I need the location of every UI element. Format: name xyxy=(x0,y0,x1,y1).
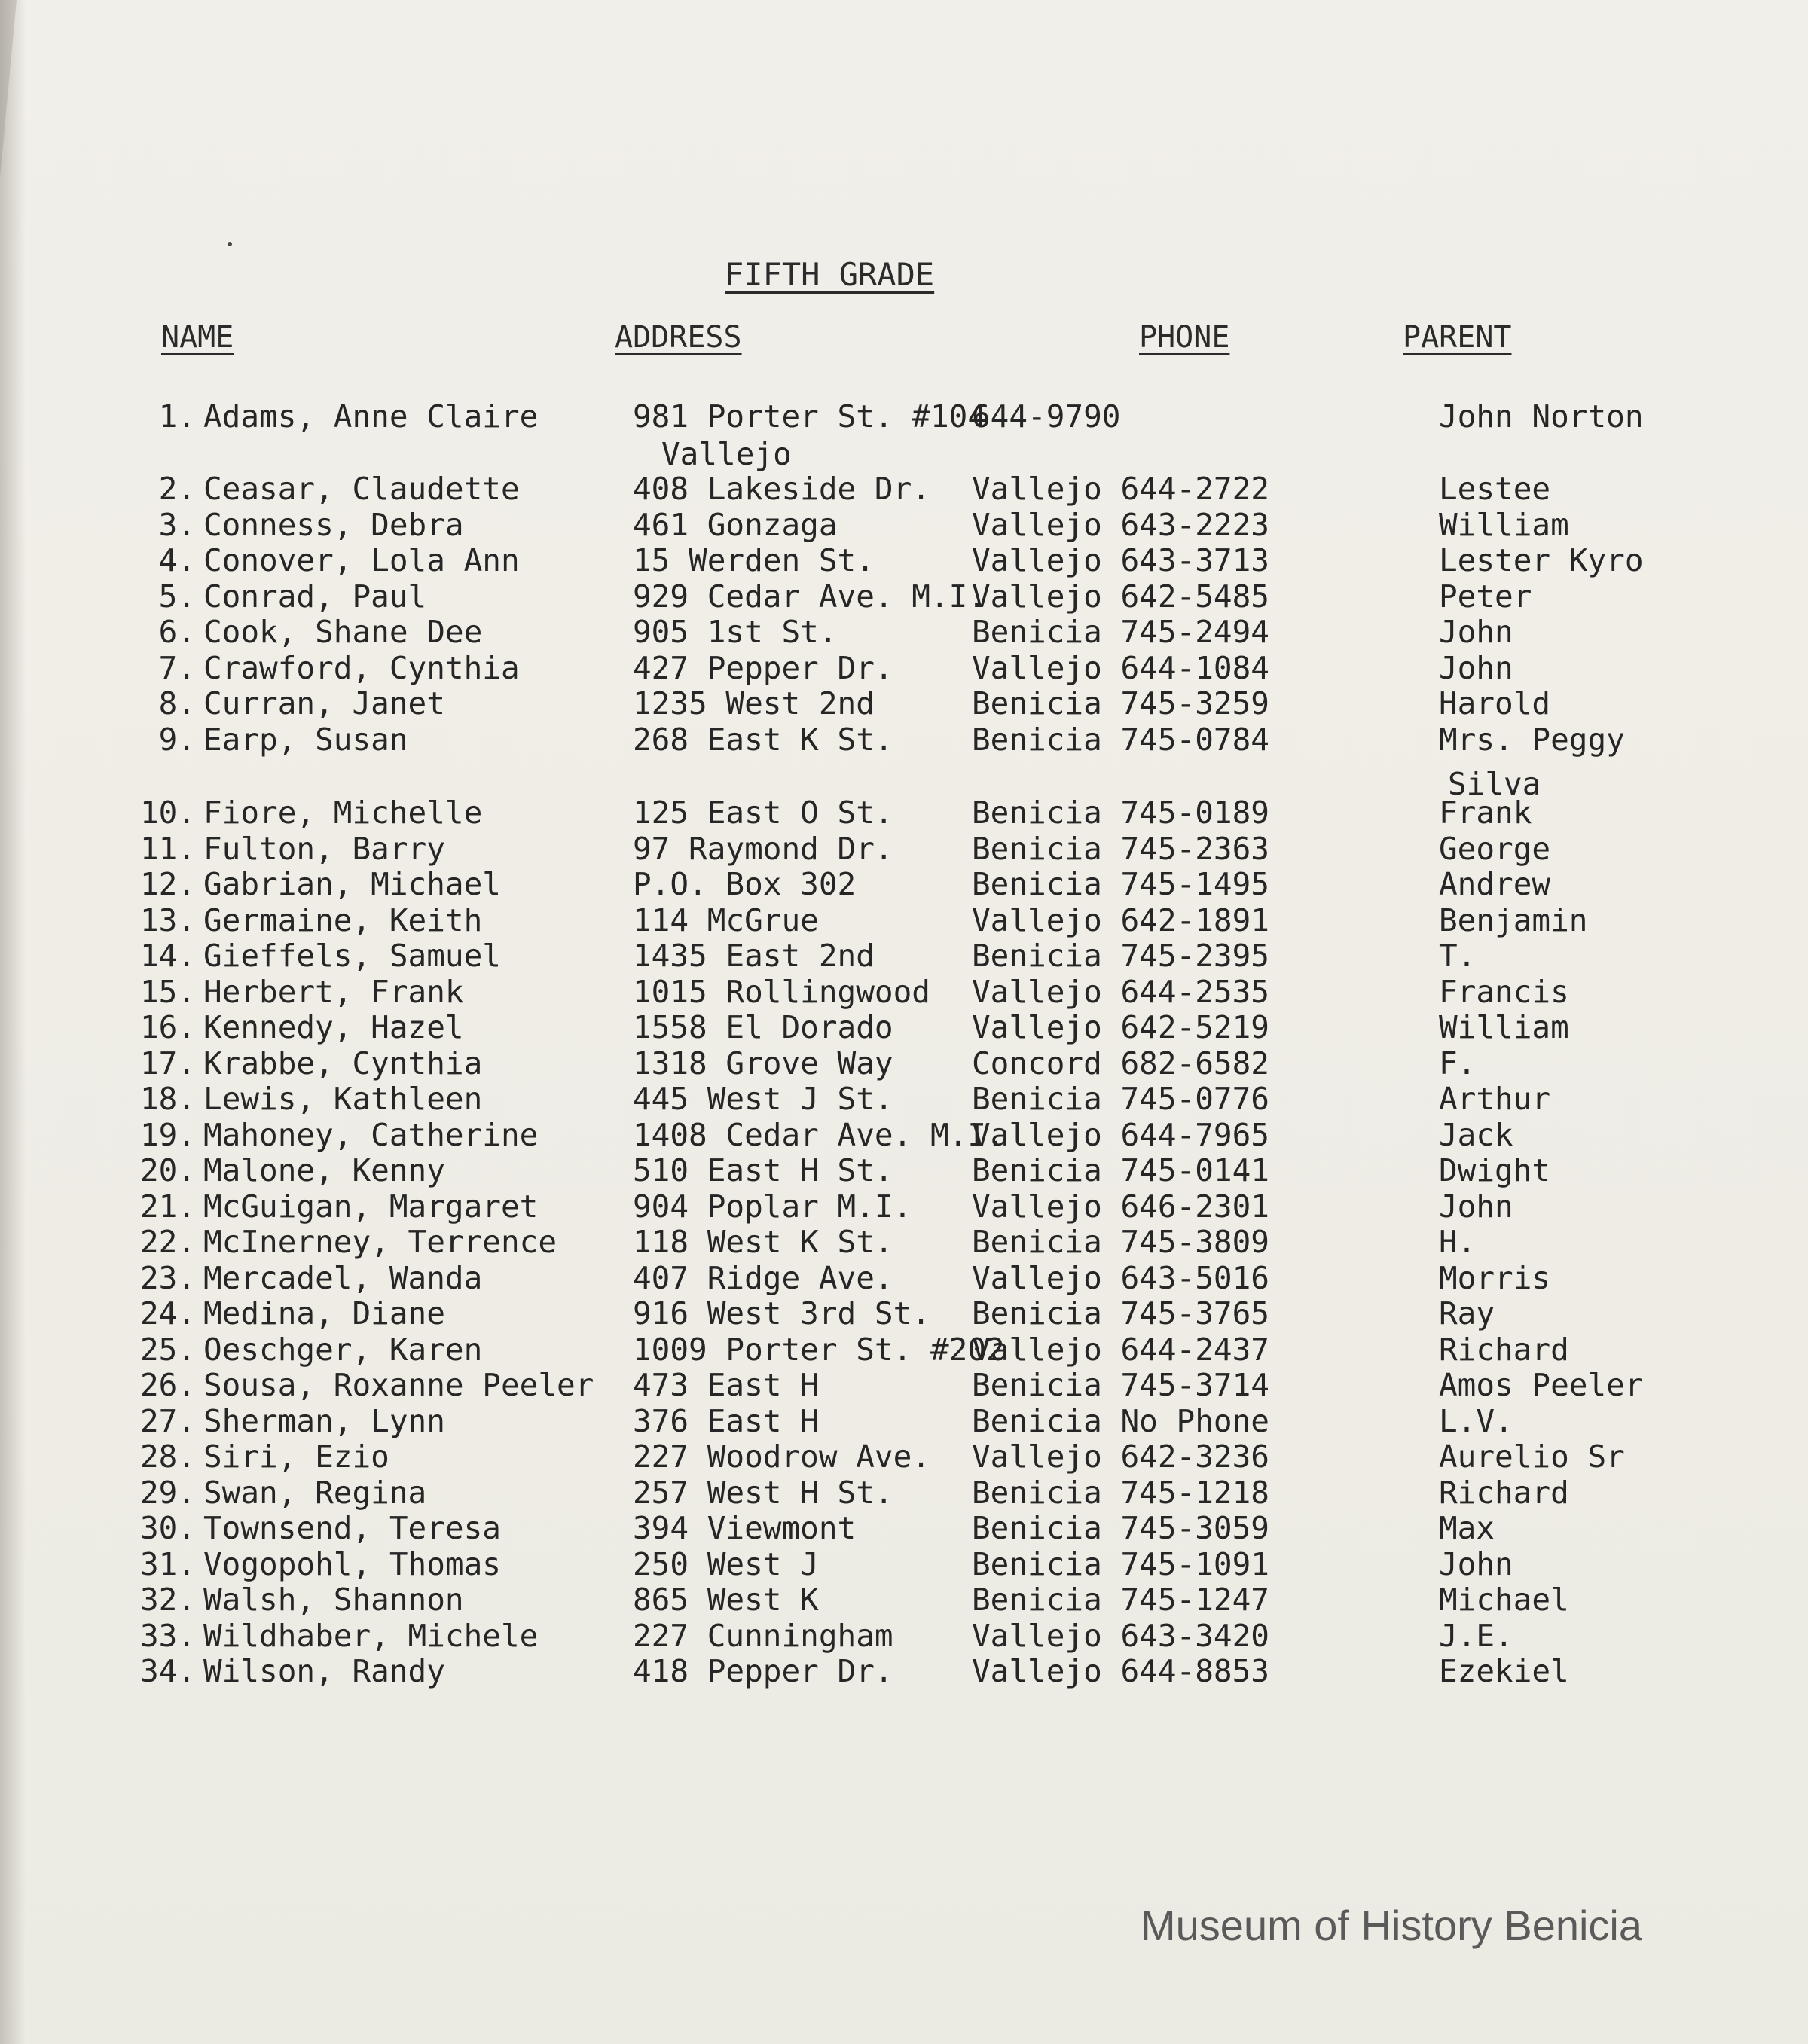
row-number: 24. xyxy=(139,1295,196,1332)
row-number: 22. xyxy=(139,1224,196,1260)
student-name: Kennedy, Hazel xyxy=(203,1009,464,1045)
row-number: 5. xyxy=(158,578,196,615)
row-number: 21. xyxy=(139,1188,196,1225)
student-phone: Vallejo 643-5016 xyxy=(972,1260,1269,1296)
earp-parent-line2: Silva xyxy=(1448,766,1541,802)
student-address: 510 East H St. xyxy=(633,1152,893,1188)
row-number: 20. xyxy=(139,1152,196,1188)
student-phone: Benicia 745-1091 xyxy=(972,1546,1269,1582)
student-phone: Benicia 745-3809 xyxy=(972,1224,1269,1260)
row-number: 34. xyxy=(139,1653,196,1689)
student-name: Earp, Susan xyxy=(203,722,408,758)
student-address: 427 Pepper Dr. xyxy=(633,650,893,686)
student-name: Ceasar, Claudette xyxy=(203,471,520,507)
student-address: 865 West K xyxy=(633,1582,819,1618)
student-address: 1009 Porter St. #202 xyxy=(633,1332,1005,1368)
row-number: 8. xyxy=(158,685,196,722)
row-number: 7. xyxy=(158,650,196,686)
row-number: 33. xyxy=(139,1618,196,1654)
student-phone: Benicia 745-2363 xyxy=(972,831,1269,867)
student-name: Walsh, Shannon xyxy=(203,1582,464,1618)
student-name: Townsend, Teresa xyxy=(203,1510,501,1546)
parent-name: Lester Kyro xyxy=(1439,542,1644,578)
header-address: ADDRESS xyxy=(615,320,742,355)
student-name: Wilson, Randy xyxy=(203,1653,445,1689)
student-phone: Benicia 745-2494 xyxy=(972,614,1269,650)
row-number: 25. xyxy=(139,1332,196,1368)
student-address: 418 Pepper Dr. xyxy=(633,1653,893,1689)
student-name: Cook, Shane Dee xyxy=(203,614,483,650)
page-edge-shadow xyxy=(0,0,26,2044)
header-phone: PHONE xyxy=(1139,320,1230,355)
parent-name: John xyxy=(1439,614,1513,650)
student-name: Mahoney, Catherine xyxy=(203,1117,539,1153)
student-name: Krabbe, Cynthia xyxy=(203,1045,483,1081)
parent-name: John xyxy=(1439,650,1513,686)
student-phone: Vallejo 642-3236 xyxy=(972,1438,1269,1475)
parent-name: George xyxy=(1439,831,1551,867)
student-phone: Vallejo 646-2301 xyxy=(972,1188,1269,1225)
parent-name: Richard xyxy=(1439,1475,1569,1511)
student-address: 227 Woodrow Ave. xyxy=(633,1438,930,1475)
student-name: Sousa, Roxanne Peeler xyxy=(203,1367,594,1403)
student-name: Mercadel, Wanda xyxy=(203,1260,483,1296)
student-phone: Benicia 745-3714 xyxy=(972,1367,1269,1403)
student-name: Medina, Diane xyxy=(203,1295,445,1332)
student-phone: Benicia 745-3059 xyxy=(972,1510,1269,1546)
student-phone: Vallejo 644-2535 xyxy=(972,974,1269,1010)
row-number: 9. xyxy=(158,722,196,758)
parent-name: Mrs. Peggy xyxy=(1439,722,1625,758)
adams-city-line: Vallejo xyxy=(661,436,792,472)
row-number: 15. xyxy=(139,974,196,1010)
parent-name: Ray xyxy=(1439,1295,1495,1332)
student-phone: Benicia 745-2395 xyxy=(972,938,1269,974)
parent-name: Benjamin xyxy=(1439,902,1588,938)
student-name: Germaine, Keith xyxy=(203,902,483,938)
student-phone: Benicia 745-0189 xyxy=(972,795,1269,831)
student-address: P.O. Box 302 xyxy=(633,866,857,902)
student-name: Fiore, Michelle xyxy=(203,795,483,831)
header-parent: PARENT xyxy=(1403,320,1512,355)
parent-name: Aurelio Sr xyxy=(1439,1438,1625,1475)
student-phone: Vallejo 643-3420 xyxy=(972,1618,1269,1654)
student-address: 905 1st St. xyxy=(633,614,838,650)
row-number: 10. xyxy=(139,795,196,831)
student-address: 97 Raymond Dr. xyxy=(633,831,893,867)
row-number: 28. xyxy=(139,1438,196,1475)
parent-name: Arthur xyxy=(1439,1081,1551,1117)
row-number: 13. xyxy=(139,902,196,938)
row-number: 30. xyxy=(139,1510,196,1546)
parent-name: Frank xyxy=(1439,795,1532,831)
student-address: 408 Lakeside Dr. xyxy=(633,471,930,507)
student-phone: Benicia 745-0776 xyxy=(972,1081,1269,1117)
student-address: 114 McGrue xyxy=(633,902,819,938)
student-phone: Vallejo 643-3713 xyxy=(972,542,1269,578)
student-name: Conness, Debra xyxy=(203,507,464,543)
student-name: Adams, Anne Claire xyxy=(203,398,539,435)
student-address: 394 Viewmont xyxy=(633,1510,857,1546)
row-number: 29. xyxy=(139,1475,196,1511)
parent-name: F. xyxy=(1439,1045,1477,1081)
student-address: 1235 West 2nd xyxy=(633,685,875,722)
student-name: McInerney, Terrence xyxy=(203,1224,557,1260)
student-phone: Vallejo 642-5485 xyxy=(972,578,1269,615)
row-number: 2. xyxy=(158,471,196,507)
parent-name: William xyxy=(1439,1009,1569,1045)
parent-name: Peter xyxy=(1439,578,1532,615)
student-address: 250 West J xyxy=(633,1546,819,1582)
row-number: 26. xyxy=(139,1367,196,1403)
parent-name: Amos Peeler xyxy=(1439,1367,1644,1403)
row-number: 11. xyxy=(139,831,196,867)
parent-name: T. xyxy=(1439,938,1477,974)
row-number: 3. xyxy=(158,507,196,543)
student-phone: Vallejo 642-1891 xyxy=(972,902,1269,938)
student-phone: 644-9790 xyxy=(972,398,1121,435)
student-phone: Benicia 745-1218 xyxy=(972,1475,1269,1511)
student-address: 929 Cedar Ave. M.I. xyxy=(633,578,986,615)
parent-name: Andrew xyxy=(1439,866,1551,902)
student-phone: Vallejo 644-8853 xyxy=(972,1653,1269,1689)
student-address: 1435 East 2nd xyxy=(633,938,875,974)
row-number: 23. xyxy=(139,1260,196,1296)
row-number: 17. xyxy=(139,1045,196,1081)
student-name: Sherman, Lynn xyxy=(203,1403,445,1439)
student-name: Swan, Regina xyxy=(203,1475,427,1511)
student-phone: Vallejo 643-2223 xyxy=(972,507,1269,543)
row-number: 6. xyxy=(158,614,196,650)
student-address: 407 Ridge Ave. xyxy=(633,1260,893,1296)
parent-name: John xyxy=(1439,1188,1513,1225)
parent-name: Morris xyxy=(1439,1260,1551,1296)
student-name: Malone, Kenny xyxy=(203,1152,445,1188)
student-address: 473 East H xyxy=(633,1367,819,1403)
student-phone: Benicia 745-3765 xyxy=(972,1295,1269,1332)
row-number: 16. xyxy=(139,1009,196,1045)
student-address: 125 East O St. xyxy=(633,795,893,831)
row-number: 19. xyxy=(139,1117,196,1153)
student-phone: Benicia 745-1247 xyxy=(972,1582,1269,1618)
student-name: Siri, Ezio xyxy=(203,1438,389,1475)
page-title: FIFTH GRADE xyxy=(725,256,935,293)
student-name: Crawford, Cynthia xyxy=(203,650,520,686)
ink-speck xyxy=(228,242,232,246)
row-number: 1. xyxy=(158,398,196,435)
row-number: 12. xyxy=(139,866,196,902)
student-address: 15 Werden St. xyxy=(633,542,875,578)
parent-name: Richard xyxy=(1439,1332,1569,1368)
student-name: Gieffels, Samuel xyxy=(203,938,501,974)
parent-name: L.V. xyxy=(1439,1403,1513,1439)
row-number: 14. xyxy=(139,938,196,974)
parent-name: H. xyxy=(1439,1224,1477,1260)
row-number: 18. xyxy=(139,1081,196,1117)
student-name: Fulton, Barry xyxy=(203,831,445,867)
parent-name: Max xyxy=(1439,1510,1495,1546)
student-address: 1318 Grove Way xyxy=(633,1045,893,1081)
parent-name: Harold xyxy=(1439,685,1551,722)
student-address: 376 East H xyxy=(633,1403,819,1439)
student-address: 461 Gonzaga xyxy=(633,507,838,543)
parent-name: John xyxy=(1439,1546,1513,1582)
student-name: Conrad, Paul xyxy=(203,578,427,615)
row-number: 27. xyxy=(139,1403,196,1439)
student-address: 1558 El Dorado xyxy=(633,1009,893,1045)
student-name: Lewis, Kathleen xyxy=(203,1081,483,1117)
student-address: 445 West J St. xyxy=(633,1081,893,1117)
student-name: Gabrian, Michael xyxy=(203,866,501,902)
student-address: 916 West 3rd St. xyxy=(633,1295,930,1332)
student-phone: Vallejo 642-5219 xyxy=(972,1009,1269,1045)
student-phone: Concord 682-6582 xyxy=(972,1045,1269,1081)
student-phone: Benicia 745-0784 xyxy=(972,722,1269,758)
student-address: 257 West H St. xyxy=(633,1475,893,1511)
student-name: Conover, Lola Ann xyxy=(203,542,520,578)
student-address: 118 West K St. xyxy=(633,1224,893,1260)
student-address: 981 Porter St. #104 xyxy=(633,398,986,435)
student-name: Curran, Janet xyxy=(203,685,445,722)
student-address: 1408 Cedar Ave. M.I. xyxy=(633,1117,1005,1153)
student-phone: Vallejo 644-2722 xyxy=(972,471,1269,507)
parent-name: William xyxy=(1439,507,1569,543)
parent-name: John Norton xyxy=(1439,398,1644,435)
student-address: 268 East K St. xyxy=(633,722,893,758)
student-name: Herbert, Frank xyxy=(203,974,464,1010)
student-phone: Benicia No Phone xyxy=(972,1403,1269,1439)
row-number: 4. xyxy=(158,542,196,578)
student-phone: Vallejo 644-2437 xyxy=(972,1332,1269,1368)
student-phone: Benicia 745-3259 xyxy=(972,685,1269,722)
row-number: 32. xyxy=(139,1582,196,1618)
row-number: 31. xyxy=(139,1546,196,1582)
student-name: Oeschger, Karen xyxy=(203,1332,483,1368)
header-name: NAME xyxy=(161,320,234,355)
parent-name: Francis xyxy=(1439,974,1569,1010)
student-name: Wildhaber, Michele xyxy=(203,1618,539,1654)
parent-name: Michael xyxy=(1439,1582,1569,1618)
student-phone: Benicia 745-1495 xyxy=(972,866,1269,902)
student-phone: Vallejo 644-1084 xyxy=(972,650,1269,686)
parent-name: Ezekiel xyxy=(1439,1653,1569,1689)
student-phone: Vallejo 644-7965 xyxy=(972,1117,1269,1153)
student-address: 1015 Rollingwood xyxy=(633,974,930,1010)
parent-name: Jack xyxy=(1439,1117,1513,1153)
museum-watermark: Museum of History Benicia xyxy=(1141,1902,1643,1949)
student-name: McGuigan, Margaret xyxy=(203,1188,539,1225)
student-address: 904 Poplar M.I. xyxy=(633,1188,912,1225)
student-phone: Benicia 745-0141 xyxy=(972,1152,1269,1188)
parent-name: Lestee xyxy=(1439,471,1551,507)
student-name: Vogopohl, Thomas xyxy=(203,1546,501,1582)
student-address: 227 Cunningham xyxy=(633,1618,893,1654)
parent-name: Dwight xyxy=(1439,1152,1551,1188)
parent-name: J.E. xyxy=(1439,1618,1513,1654)
